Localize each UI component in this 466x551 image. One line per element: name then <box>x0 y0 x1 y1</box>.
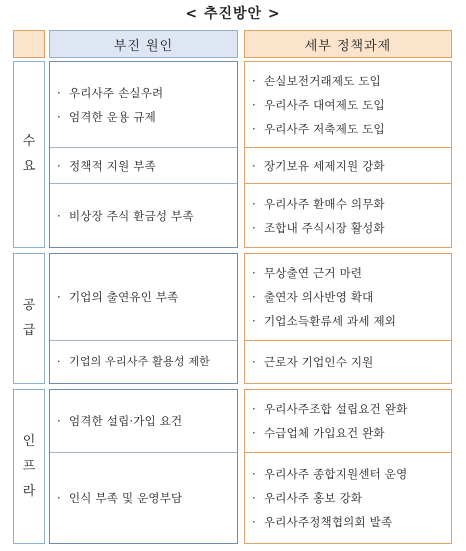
task-line: · 우리사주 홍보 강화 <box>252 491 363 505</box>
task-cell <box>245 452 451 543</box>
task-line: · 우리사주정책협의회 발족 <box>252 515 393 529</box>
category-glyph: 프 <box>22 458 36 474</box>
task-line: · 우리사주 종합지원센터 운영 <box>252 467 408 481</box>
causes-group-infra <box>49 389 238 544</box>
cause-cell <box>50 147 237 183</box>
category-header-cell <box>13 30 45 58</box>
task-line: · 수급업체 가입요건 완화 <box>252 426 385 440</box>
task-cell <box>245 62 451 147</box>
cause-cell <box>50 254 237 340</box>
task-line: · 장기보유 세제지원 강화 <box>252 158 385 173</box>
cause-line: · 엄격한 설립·가입 요건 <box>57 414 183 428</box>
page-title: < 추진방안 > <box>185 6 281 22</box>
category-label-supply <box>13 253 45 384</box>
category-char <box>23 291 36 346</box>
cause-line: · 엄격한 운용 규제 <box>57 109 156 124</box>
category-label-demand <box>13 61 45 248</box>
tasks-group-infra <box>244 389 452 544</box>
task-line: · 출연자 의사반영 확대 <box>252 290 374 304</box>
category-glyph: 라 <box>22 483 36 499</box>
tasks-group-supply <box>244 253 452 384</box>
causes-column-header: 부진 원인 <box>49 30 238 58</box>
category-glyph: 요 <box>22 159 36 174</box>
cause-cell <box>50 390 237 452</box>
category-label-infra <box>13 389 45 544</box>
cause-cell <box>50 340 237 383</box>
task-cell <box>245 340 451 383</box>
cause-line: · 우리사주 손실우려 <box>57 85 164 100</box>
category-char <box>23 427 36 507</box>
cause-line: · 기업의 출연유인 부족 <box>57 290 179 304</box>
task-cell <box>245 183 451 247</box>
causes-group-demand <box>49 61 238 248</box>
category-glyph: 수 <box>22 134 36 149</box>
task-cell <box>245 254 451 340</box>
tasks-column-header: 세부 정책과제 <box>244 30 452 58</box>
task-line: · 우리사주 저축제도 도입 <box>252 121 385 136</box>
cause-line: · 기업의 우리사주 활용성 제한 <box>57 355 211 368</box>
category-glyph: 급 <box>22 323 36 338</box>
category-char <box>23 127 36 182</box>
task-line: · 우리사주조합 설립요건 완화 <box>252 402 408 416</box>
tasks-group-demand <box>244 61 452 248</box>
cause-line: · 비상장 주식 환금성 부족 <box>57 208 194 223</box>
cause-line: · 정책적 지원 부족 <box>57 158 156 173</box>
task-line: · 근로자 기업인수 지원 <box>252 355 374 369</box>
task-line: · 손실보전거래제도 도입 <box>252 73 381 88</box>
category-glyph: 인 <box>22 433 36 449</box>
task-line: · 우리사주 대여제도 도입 <box>252 97 385 112</box>
cause-cell <box>50 62 237 147</box>
causes-group-supply <box>49 253 238 384</box>
task-line: · 조합내 주식시장 활성화 <box>252 220 385 235</box>
task-line: · 무상출연 근거 마련 <box>252 266 363 280</box>
task-line: · 기업소득환류세 과세 제외 <box>252 314 397 328</box>
task-cell <box>245 147 451 183</box>
cause-line: · 인식 부족 및 운영부담 <box>57 491 183 505</box>
category-glyph: 공 <box>22 298 36 313</box>
task-line: · 우리사주 환매수 의무화 <box>252 196 385 211</box>
cause-cell <box>50 452 237 543</box>
cause-cell <box>50 183 237 247</box>
task-cell <box>245 390 451 452</box>
